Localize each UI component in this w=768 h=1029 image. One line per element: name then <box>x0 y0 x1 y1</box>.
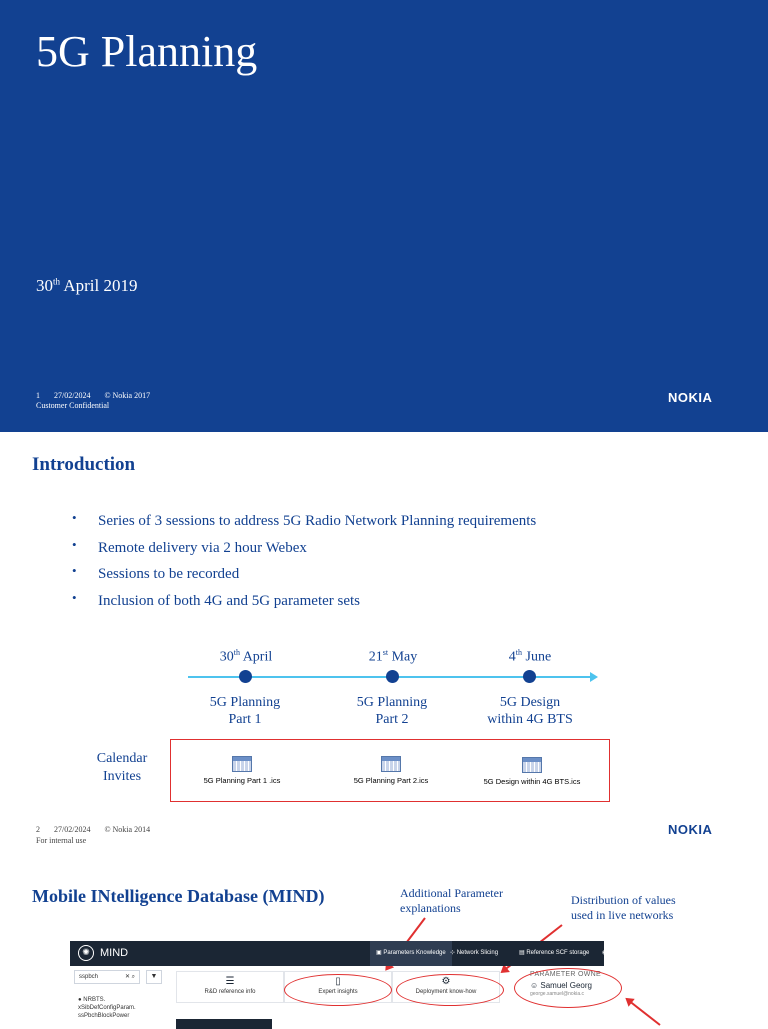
nav-reference-scf-storage[interactable]: ▤ Reference SCF storage <box>519 950 590 956</box>
date-day: 21 <box>368 649 383 665</box>
nav-parameters-knowledge[interactable]: ▣ Parameters Knowledge <box>370 941 452 966</box>
timeline-session-label <box>332 694 452 728</box>
slide-footer <box>36 824 164 846</box>
title-slide <box>0 0 768 432</box>
owner-heading: PARAMETER OWNE <box>530 971 601 978</box>
nav-network-slicing[interactable]: ⊹ Network Slicing <box>450 950 499 956</box>
timeline-milestone-dot <box>523 670 536 683</box>
highlight-ellipse <box>514 968 622 1008</box>
calendar-invites-box <box>170 739 610 802</box>
bullet-list <box>72 508 536 614</box>
session-label-line: 5G Design <box>499 695 561 710</box>
calendar-label-line: Calendar <box>96 751 148 766</box>
timeline-date <box>470 648 590 666</box>
owner-name-text: Samuel Georg <box>540 981 592 990</box>
footer-classification: For internal use <box>36 836 87 845</box>
document-icon: ▯ <box>335 976 341 987</box>
clear-search-icon[interactable]: ✕ ⌕ <box>124 974 135 980</box>
tree-item[interactable]: ● NRBTS. <box>78 997 106 1003</box>
tree-item-label: NRBTS. <box>83 997 106 1003</box>
footer-classification: Customer Confidential <box>36 401 110 410</box>
date-month: April <box>239 649 273 665</box>
footer-date: 27/02/2024 <box>54 825 91 834</box>
date-day: 30 <box>219 649 234 665</box>
date-suffix: st <box>382 648 389 657</box>
tree-item-label: xSibDefConfigParam. <box>78 1005 136 1011</box>
mind-slide <box>0 864 768 1024</box>
footer-copyright: © Nokia 2017 <box>104 391 151 400</box>
calendar-label-line: Invites <box>102 769 142 784</box>
calendar-icon <box>232 756 252 772</box>
highlight-ellipse <box>284 974 392 1006</box>
invite-attachment-3[interactable] <box>467 757 597 786</box>
attachment-filename: 5G Planning Part 2.ics <box>353 776 429 785</box>
calendar-invites-label <box>86 750 158 786</box>
timeline-date <box>186 648 306 666</box>
date-month: May <box>388 649 418 665</box>
nav-label: Network Slicing <box>456 950 499 956</box>
annotation-line: explanations <box>400 901 461 915</box>
app-name: MIND <box>100 947 129 959</box>
timeline-milestone-dot <box>386 670 399 683</box>
list-check-icon: ☰ <box>225 976 235 987</box>
page-number: 1 <box>36 391 40 400</box>
timeline-session-label <box>470 694 590 728</box>
session-label-line: Part 2 <box>375 712 409 727</box>
annotation-line: Distribution of values <box>571 893 676 907</box>
timeline-session-label <box>185 694 305 728</box>
timeline-date <box>333 648 453 666</box>
slide-title: Mobile INtelligence Database (MIND) <box>32 886 325 906</box>
date-day: 30 <box>36 276 53 295</box>
slide-title: 5G Planning <box>36 27 258 76</box>
card-label: R&D reference info <box>204 989 256 995</box>
owner-email[interactable]: george.samuel@nokia.c <box>530 991 584 997</box>
highlight-ellipse <box>396 974 504 1006</box>
invite-attachment-2[interactable] <box>326 756 456 785</box>
nokia-logo: NOKIA <box>668 822 713 837</box>
nav-label: Reference SCF storage <box>526 950 590 956</box>
nav-label: Parameters Knowledge <box>383 950 446 956</box>
annotation-value-distribution <box>571 893 676 923</box>
search-input[interactable] <box>74 970 140 984</box>
introduction-slide <box>0 432 768 864</box>
footer-copyright: © Nokia 2014 <box>104 825 151 834</box>
calendar-icon <box>381 756 401 772</box>
nav-label: Johnson Christophe <box>608 950 663 956</box>
nokia-logo: NOKIA <box>668 390 713 405</box>
bullet-item: • Sessions to be recorded <box>72 561 536 588</box>
annotation-arrow <box>626 998 660 1025</box>
brain-icon: ✺ <box>78 945 94 961</box>
filter-icon[interactable]: ▼ <box>146 970 162 984</box>
session-label-line: 5G Planning <box>356 695 428 710</box>
app-navbar <box>70 941 663 966</box>
session-label-line: within 4G BTS <box>487 712 573 727</box>
date-suffix: th <box>515 648 523 657</box>
bullet-item: • Series of 3 sessions to address 5G Radio Network Planning requirements <box>72 508 536 535</box>
footer-date: 27/02/2024 <box>54 391 91 400</box>
timeline-milestone-dot <box>239 670 252 683</box>
tree-item-label: ssPbchBlockPower <box>78 1013 130 1019</box>
user-menu[interactable]: ◉ Johnson Christophe <box>602 950 663 956</box>
user-icon: ☺ <box>530 981 541 990</box>
date-day: 4 <box>508 649 516 665</box>
invite-attachment-1[interactable] <box>177 756 307 785</box>
annotation-line: used in live networks <box>571 908 674 922</box>
page-number: 2 <box>36 825 40 834</box>
card-label: Expert insights <box>318 989 358 995</box>
date-suffix: th <box>53 276 61 287</box>
card-rd-reference-info[interactable] <box>176 971 284 1003</box>
parameter-tree <box>78 996 136 1020</box>
slide-date <box>36 276 137 296</box>
date-month-year: April 2019 <box>60 276 138 295</box>
session-label-line: Part 1 <box>228 712 262 727</box>
session-label-line: 5G Planning <box>209 695 281 710</box>
annotation-parameter-explanations <box>400 886 503 916</box>
attachment-filename: 5G Design within 4G BTS.ics <box>483 777 581 786</box>
date-month: June <box>522 649 552 665</box>
bullet-item: • Remote delivery via 2 hour Webex <box>72 535 536 562</box>
selected-parameter-bar[interactable] <box>176 1019 272 1029</box>
bullet-item: • Inclusion of both 4G and 5G parameter sets <box>72 588 536 615</box>
search-value: sspbch <box>79 974 99 980</box>
slide-footer <box>36 391 164 411</box>
calendar-icon <box>522 757 542 773</box>
card-label: Deployment know-how <box>415 989 477 995</box>
slide-title: Introduction <box>32 454 136 475</box>
date-suffix: th <box>233 648 240 657</box>
annotation-line: Additional Parameter <box>400 886 503 900</box>
timeline-arrowhead <box>590 672 598 682</box>
gears-icon: ⚙ <box>441 976 451 987</box>
attachment-filename: 5G Planning Part 1 .ics <box>203 776 281 785</box>
